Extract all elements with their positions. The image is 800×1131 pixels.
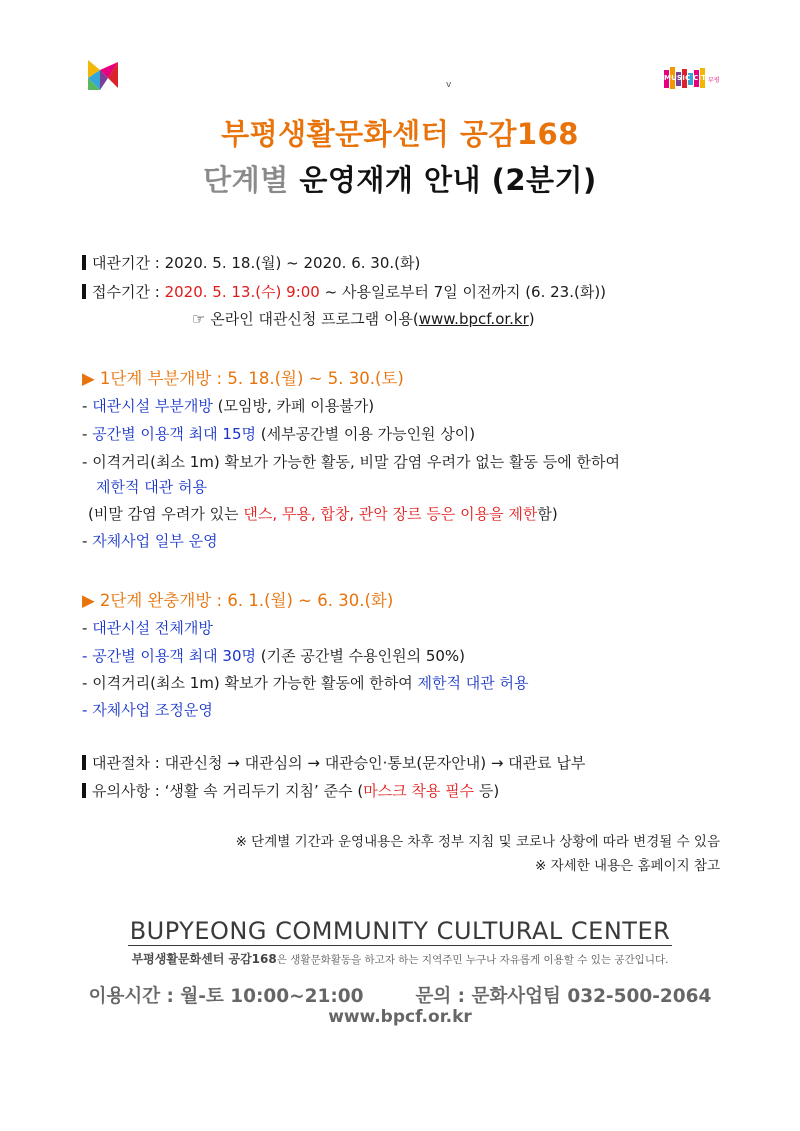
dash: -: [82, 647, 93, 665]
stage1-item5: [82, 530, 218, 551]
colon: :: [149, 782, 165, 800]
stage1-item5-highlight: 자체사업 일부 운영: [92, 532, 218, 550]
reception-rest: ~ 사용일로부터 7일 이전까지 (6. 23.(화)): [319, 283, 607, 301]
colon: :: [149, 283, 165, 301]
subtitle-rest: 운영재개 안내 (2분기): [288, 163, 597, 197]
stage1-item2-rest: (세부공간별 이용 가능인원 상이): [256, 425, 476, 443]
procedure-label: 대관절차: [92, 754, 150, 772]
stage2-item4: [82, 699, 213, 720]
footer-center-name-text: BUPYEONG COMMUNITY CULTURAL CENTER: [129, 917, 671, 945]
caution-highlight: 마스크 착용 필수: [363, 782, 475, 800]
footer-contact: 문의 : 문화사업팀 032-500-2064: [415, 986, 712, 1007]
footer-hours: 이용시간 : 월-토 10:00~21:00: [88, 986, 364, 1007]
page-title: 부평생활문화센터 공감168: [221, 117, 579, 151]
stage1-item1: [82, 395, 374, 416]
online-prefix: ☞ 온라인 대관신청 프로그램 이용(: [192, 310, 419, 328]
dash: -: [82, 619, 93, 637]
stage1-item4-open: (비말 감염 우려가 있는: [88, 505, 244, 523]
music-city-text: MUSIC CITY: [664, 74, 712, 82]
stage2-item3-text: 이격거리(최소 1m) 확보가 가능한 활동에 한하여: [92, 674, 418, 692]
music-city-sub: 부평: [708, 77, 720, 84]
stage2-item2-rest: (기존 공간별 수용인원의 50%): [256, 647, 466, 665]
note-homepage: ※ 자세한 내용은 홈페이지 참고: [535, 858, 720, 874]
stage1-item1-rest: (모임방, 카페 이용불가): [212, 397, 375, 415]
caution-value: ‘생활 속 거리두기 지침’ 준수 (: [164, 782, 364, 800]
dash: -: [82, 453, 93, 471]
stage2-item1: [82, 617, 213, 638]
bullet-bar: [82, 755, 86, 770]
stage1-item3-cont: 제한적 대관 허용: [96, 478, 207, 496]
bullet-bar: [82, 255, 86, 270]
music-city-logo: [664, 66, 720, 92]
stage1-item4-highlight: 댄스, 무용, 합창, 관악 장르 등은 이용을 제한: [243, 505, 538, 523]
stage2-item2-highlight: 공간별 이용객 최대 30명: [92, 647, 256, 665]
footer-url-link[interactable]: www.bpcf.or.kr: [328, 1007, 472, 1027]
stage2-item2: [82, 645, 465, 666]
stage2-item3: [82, 672, 528, 693]
stage1-item1-highlight: 대관시설 부분개방: [92, 397, 213, 415]
footer-description: [0, 950, 800, 967]
dash: -: [82, 701, 93, 719]
rental-period-label: 대관기간: [92, 254, 150, 272]
online-application: [192, 308, 535, 329]
note-change: ※ 단계별 기간과 운영내용은 차후 정부 지침 및 코로나 상황에 따라 변경될 수 있음: [235, 834, 720, 850]
reception-period: [82, 281, 606, 302]
stage2-item3-highlight: 제한적 대관 허용: [417, 674, 529, 692]
caution-label: 유의사항: [92, 782, 150, 800]
footer-sub-bold: 부평생활문화센터 공감168: [131, 952, 277, 966]
bullet-bar: [82, 783, 86, 798]
dash: -: [82, 397, 93, 415]
reception-date: 2020. 5. 13.(수) 9:00: [164, 283, 320, 301]
stage1-item2: [82, 423, 475, 444]
page-subtitle: [0, 158, 800, 199]
rental-period: [82, 252, 420, 273]
dash: -: [82, 532, 93, 550]
dash: -: [82, 674, 93, 692]
colon: :: [149, 754, 165, 772]
footer-center-name: [0, 917, 800, 945]
stage2-item1-highlight: 대관시설 전체개방: [92, 619, 213, 637]
stage2-heading: ▶ 2단계 완충개방 : 6. 1.(월) ~ 6. 30.(화): [82, 591, 394, 610]
caution-end: 등): [474, 782, 500, 800]
online-url-link[interactable]: www.bpcf.or.kr: [418, 310, 529, 328]
stage1-item3-text: 이격거리(최소 1m) 확보가 가능한 활동, 비말 감염 우려가 없는 활동 등에 한하여: [92, 453, 620, 471]
footer-contact-line: [0, 982, 800, 1008]
stage1-item2-highlight: 공간별 이용객 최대 15명: [92, 425, 256, 443]
rental-procedure: [82, 752, 585, 773]
small-mark: v: [446, 80, 452, 90]
subtitle-gray: 단계별: [203, 163, 289, 197]
online-suffix: ): [528, 310, 535, 328]
procedure-value: 대관신청 → 대관심의 → 대관승인·통보(문자안내) → 대관료 납부: [164, 754, 586, 772]
reception-label: 접수기간: [92, 283, 150, 301]
dash: -: [82, 425, 93, 443]
stage1-item4-close: 함): [537, 505, 558, 523]
bullet-bar: [82, 284, 86, 299]
foundation-logo: [86, 58, 120, 92]
stage1-item4: [88, 503, 558, 524]
stage1-heading: ▶ 1단계 부분개방 : 5. 18.(월) ~ 5. 30.(토): [82, 369, 404, 388]
footer-sub-rest: 은 생활문화활동을 하고자 하는 지역주민 누구나 자유롭게 이용할 수 있는 공간입니다.: [276, 954, 669, 966]
colon: :: [149, 254, 165, 272]
cautions: [82, 780, 499, 801]
stage2-item4-highlight: 자체사업 조정운영: [92, 701, 213, 719]
stage1-item3: [82, 451, 620, 472]
rental-period-value: 2020. 5. 18.(월) ~ 2020. 6. 30.(화): [164, 254, 421, 272]
